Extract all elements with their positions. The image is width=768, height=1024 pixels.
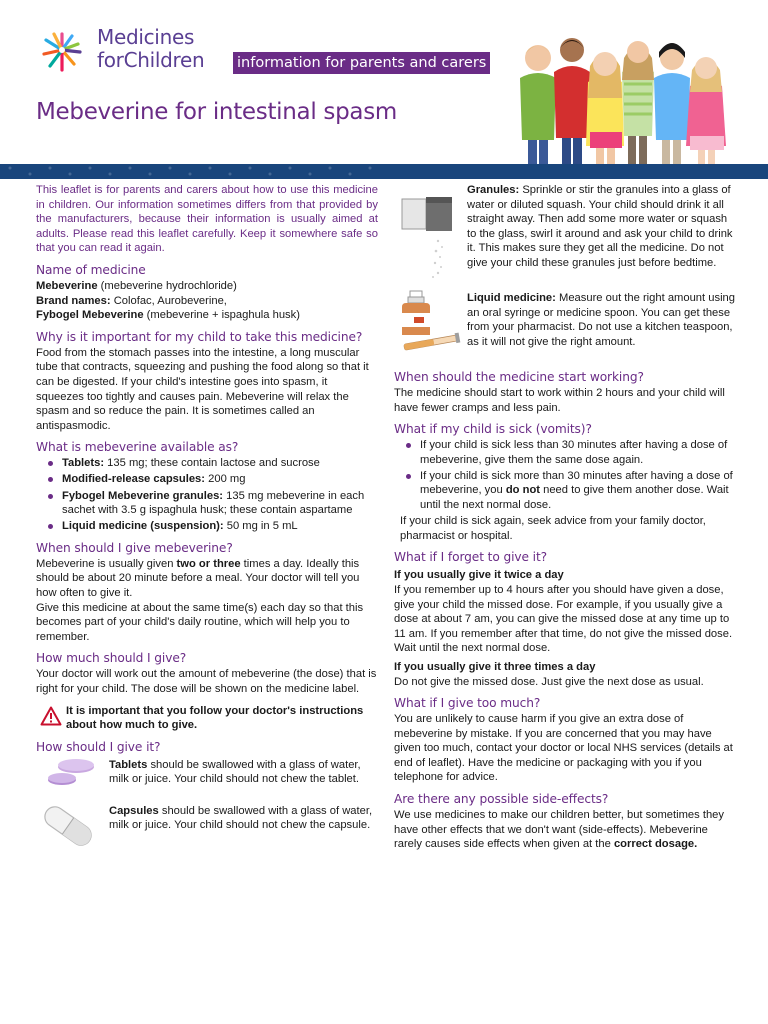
tablets-icon xyxy=(44,758,100,790)
list-item: Liquid medicine (suspension): 50 mg in 5 mL xyxy=(48,519,378,534)
side-effects-paragraph: We use medicines to make our children better, but sometimes they have other effects that we don't want (side-effects). Mebeverine rarely causes side effects when given at the correct dosage. xyxy=(394,809,724,851)
left-column xyxy=(36,183,378,833)
available-list xyxy=(48,456,378,533)
heading-start-working: When should the medicine start working? xyxy=(394,370,644,384)
child-figure xyxy=(520,45,556,178)
logo-line-1: Medicines xyxy=(97,25,195,49)
child-figure xyxy=(654,43,690,178)
logo-line-2: forChildren xyxy=(97,48,205,72)
warning-text: It is important that you follow your doctor's instructions about how much to give. xyxy=(66,704,364,732)
granules-sachet-icon xyxy=(398,189,460,285)
heading-how-much: How much should I give? xyxy=(36,651,187,666)
banner-dot-pattern xyxy=(0,164,380,179)
forget-three-paragraph: Do not give the missed dose. Just give the next dose as usual. xyxy=(394,675,704,688)
heading-available-as: What is mebeverine available as? xyxy=(36,440,239,455)
intro-paragraph: This leaflet is for parents and carers about how to use this medicine in children. Our information sometimes differs from that provided by the manufacturers, because their information is usually aimed at adults. Please read this leaflet carefully. Keep it somewhere safe so that you can read it again. xyxy=(36,184,378,255)
heading-why-important: Why is it important for my child to take this medicine? xyxy=(36,329,363,344)
tagline-banner: information for parents and carers xyxy=(233,52,490,74)
brand-names-line: Brand names: Colofac, Aurobeverine, xyxy=(36,294,227,307)
medicines-for-children-logo xyxy=(38,26,228,78)
list-item: Tablets: 135 mg; these contain lactose and sucrose xyxy=(48,456,378,471)
child-figure xyxy=(554,38,590,178)
when-paragraph-1: Mebeverine is usually given two or three times a day. Ideally this should be about 20 minute before a meal. Your doctor will tell you how often to give it. xyxy=(36,557,360,599)
capsule-icon xyxy=(38,798,98,854)
capsules-label: Capsules xyxy=(109,804,159,817)
heading-name-of-medicine: Name of medicine xyxy=(36,262,146,277)
right-column xyxy=(394,183,738,852)
forget-subheading-twice: If you usually give it twice a day xyxy=(394,569,564,582)
logo-starburst-icon xyxy=(38,28,94,76)
logo-wordmark xyxy=(97,26,204,72)
liquid-medicine-bottle-icon xyxy=(396,289,462,355)
list-item: Fybogel Mebeverine granules: 135 mg mebeverine in each sachet with 3.5 g ispaghula husk; these contain aspartame xyxy=(48,489,378,518)
medicine-name-line: Mebeverine (mebeverine hydrochloride) xyxy=(36,279,237,292)
page-title: Mebeverine for intestinal spasm xyxy=(36,99,397,125)
too-much-paragraph: You are unlikely to cause harm if you give an extra dose of mebeverine by mistake. If you are concerned that you may have given too much, contact your doctor or local NHS services (details at end of leaflet). Have the medicine or packaging with you if you telephone for advice. xyxy=(394,713,733,784)
granules-instruction: Granules: Sprinkle or stir the granules into a glass of water or diluted squash. Your child should drink it all straight away. Then add some more water or squash to the glass, swirl it around and ask your child to drink it. This makes sure they get all the medicine. Do not give your child these granules just before bedtime. xyxy=(394,183,738,287)
granules-label: Granules: xyxy=(467,184,520,196)
heading-sick: What if my child is sick (vomits)? xyxy=(394,422,592,437)
child-figure xyxy=(686,57,726,178)
child-figure xyxy=(586,52,624,178)
when-paragraph-2: Give this medicine at about the same time(s) each day so that this becomes part of your child's daily routine, which will help you to remember. xyxy=(36,601,364,643)
heading-forget: What if I forget to give it? xyxy=(394,550,547,565)
heading-too-much: What if I give too much? xyxy=(394,696,541,711)
capsules-instruction: Capsules should be swallowed with a glass of water, milk or juice. Your child should not chew the capsule. xyxy=(36,804,378,833)
list-item: If your child is sick more than 30 minutes after having a dose of mebeverine, you do not need to give them another dose. Wait until the next normal dose. xyxy=(406,469,738,513)
sick-again-paragraph: If your child is sick again, seek advice from your family doctor, pharmacist or hospital. xyxy=(400,515,706,542)
child-figure xyxy=(622,41,654,178)
warning-callout xyxy=(36,704,378,733)
liquid-label: Liquid medicine: xyxy=(467,292,556,304)
tablets-label: Tablets xyxy=(109,758,148,771)
heading-when-give: When should I give mebeverine? xyxy=(36,540,233,555)
list-item: Modified-release capsules: 200 mg xyxy=(48,472,378,487)
sick-list xyxy=(406,438,738,512)
heading-how-give: How should I give it? xyxy=(36,739,161,754)
list-item: If your child is sick less than 30 minutes after having a dose of mebeverine, give them the same dose again. xyxy=(406,438,738,467)
children-group-photo xyxy=(512,28,742,178)
fybogel-line: Fybogel Mebeverine (mebeverine + ispaghula husk) xyxy=(36,309,300,322)
liquid-instruction: Liquid medicine: Measure out the right amount using an oral syringe or medicine spoon. You can get these from your pharmacist. Do not use a kitchen teaspoon, as it will not give the right amount. xyxy=(394,291,738,363)
heading-side-effects: Are there any possible side-effects? xyxy=(394,792,609,807)
forget-twice-paragraph: If you remember up to 4 hours after you should have given a dose, give your child the missed dose. For example, if you usually give a dose at about 7 am, you can give the missed dose at any time up to 11 am. If you remember after that time, do not give the missed dose. Wait until the next normal dose. xyxy=(394,583,733,655)
how-much-paragraph: Your doctor will work out the amount of mebeverine (the dose) that is right for your child. The dose will be shown on the medicine label. xyxy=(36,668,377,695)
why-paragraph: Food from the stomach passes into the intestine, a long muscular tube that contracts, squeezing and pushing the food along so that it can be digested. If your child's intestine goes into spasm, it squeezes too tightly and causes pain. Mebeverine will relax the spasm and so reduce the pain. It is sometimes called an antispasmodic. xyxy=(36,346,369,432)
tablets-instruction: Tablets should be swallowed with a glass of water, milk or juice. Your child should not chew the tablet. xyxy=(36,758,378,802)
warning-triangle-icon xyxy=(40,706,62,726)
start-working-paragraph: The medicine should start to work within 2 hours and your child will have fewer cramps and less pain. xyxy=(394,387,725,414)
forget-subheading-three: If you usually give it three times a day xyxy=(394,660,596,673)
